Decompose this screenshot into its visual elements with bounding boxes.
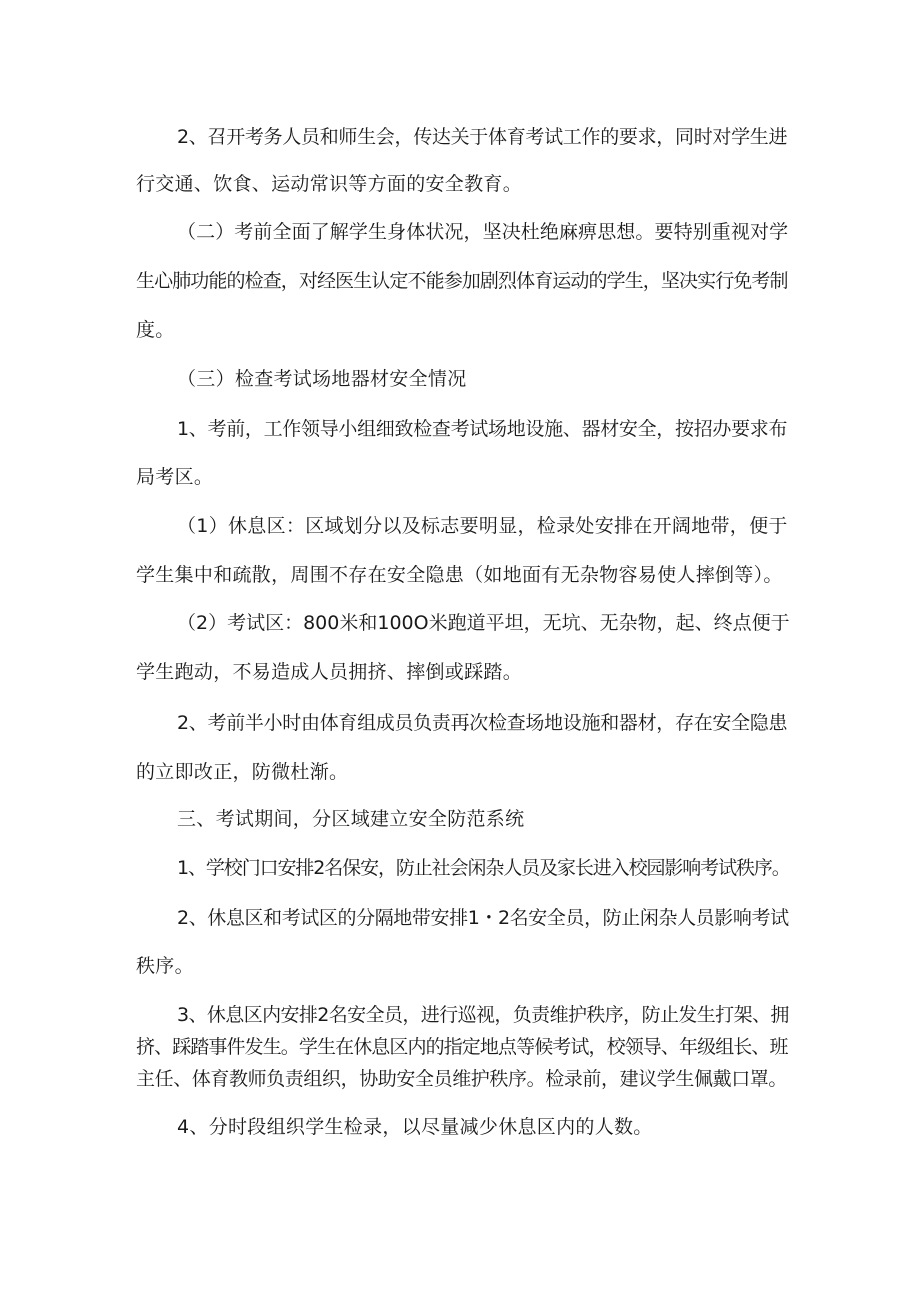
paragraph-6-line-1: （2）考试区：800米和100O米跑道平坦，无坑、无杂物，起、终点便于 <box>177 612 790 634</box>
paragraph-10-line-2: 秩序。 <box>136 955 194 977</box>
paragraph-12-line-1: 4、分时段组织学生检录，以尽量减少休息区内的人数。 <box>177 1116 653 1138</box>
paragraph-5-line-1: （1）休息区：区域划分以及标志要明显，检录处安排在开阔地带，便于 <box>177 515 788 537</box>
paragraph-2-line-3: 度。 <box>136 319 175 341</box>
paragraph-7-line-2: 的立即改正，防微杜渐。 <box>136 761 349 783</box>
paragraph-11-line-3: 主任、体育教师负责组织，协助安全员维护秩序。检录前，建议学生佩戴口罩。 <box>136 1068 788 1090</box>
paragraph-4-line-1: 1、考前，工作领导小组细致检查考试场地设施、器材安全，按招办要求布 <box>177 418 788 440</box>
paragraph-2-line-1: （二）考前全面了解学生身体状况，坚决杜绝麻痹思想。要特别重视对学 <box>177 221 789 243</box>
paragraph-1-line-2: 行交通、饮食、运动常识等方面的安全教育。 <box>136 173 523 195</box>
paragraph-5-line-2: 学生集中和疏散，周围不存在安全隐患（如地面有无杂物容易使人摔倒等）。 <box>136 564 783 586</box>
paragraph-10-line-1: 2、休息区和考试区的分隔地带安排1・2名安全员，防止闲杂人员影响考试 <box>177 907 789 929</box>
paragraph-8-line-1: 三、考试期间，分区域建立安全防范系统 <box>177 808 525 830</box>
paragraph-7-line-1: 2、考前半小时由体育组成员负责再次检查场地设施和器材，存在安全隐患 <box>177 712 788 734</box>
paragraph-2-line-2: 生心肺功能的检查，对经医生认定不能参加剧烈体育运动的学生，坚决实行免考制 <box>136 270 788 292</box>
paragraph-1-line-1: 2、召开考务人员和师生会，传达关于体育考试工作的要求，同时对学生进 <box>177 126 788 148</box>
paragraph-11-line-2: 挤、踩踏事件发生。学生在休息区内的指定地点等候考试，校领导、年级组长、班 <box>136 1036 788 1058</box>
paragraph-4-line-2: 局考区。 <box>136 466 214 488</box>
paragraph-3-line-1: （三）检查考试场地器材安全情况 <box>177 368 467 390</box>
paragraph-11-line-1: 3、休息区内安排2名安全员，进行巡视，负责维护秩序，防止发生打架、拥 <box>177 1004 789 1026</box>
paragraph-6-line-2: 学生跑动，不易造成人员拥挤、摔倒或踩踏。 <box>136 661 523 683</box>
paragraph-9-line-1: 1、学校门口安排2名保安，防止社会闲杂人员及家长进入校园影响考试秩序。 <box>177 857 790 879</box>
